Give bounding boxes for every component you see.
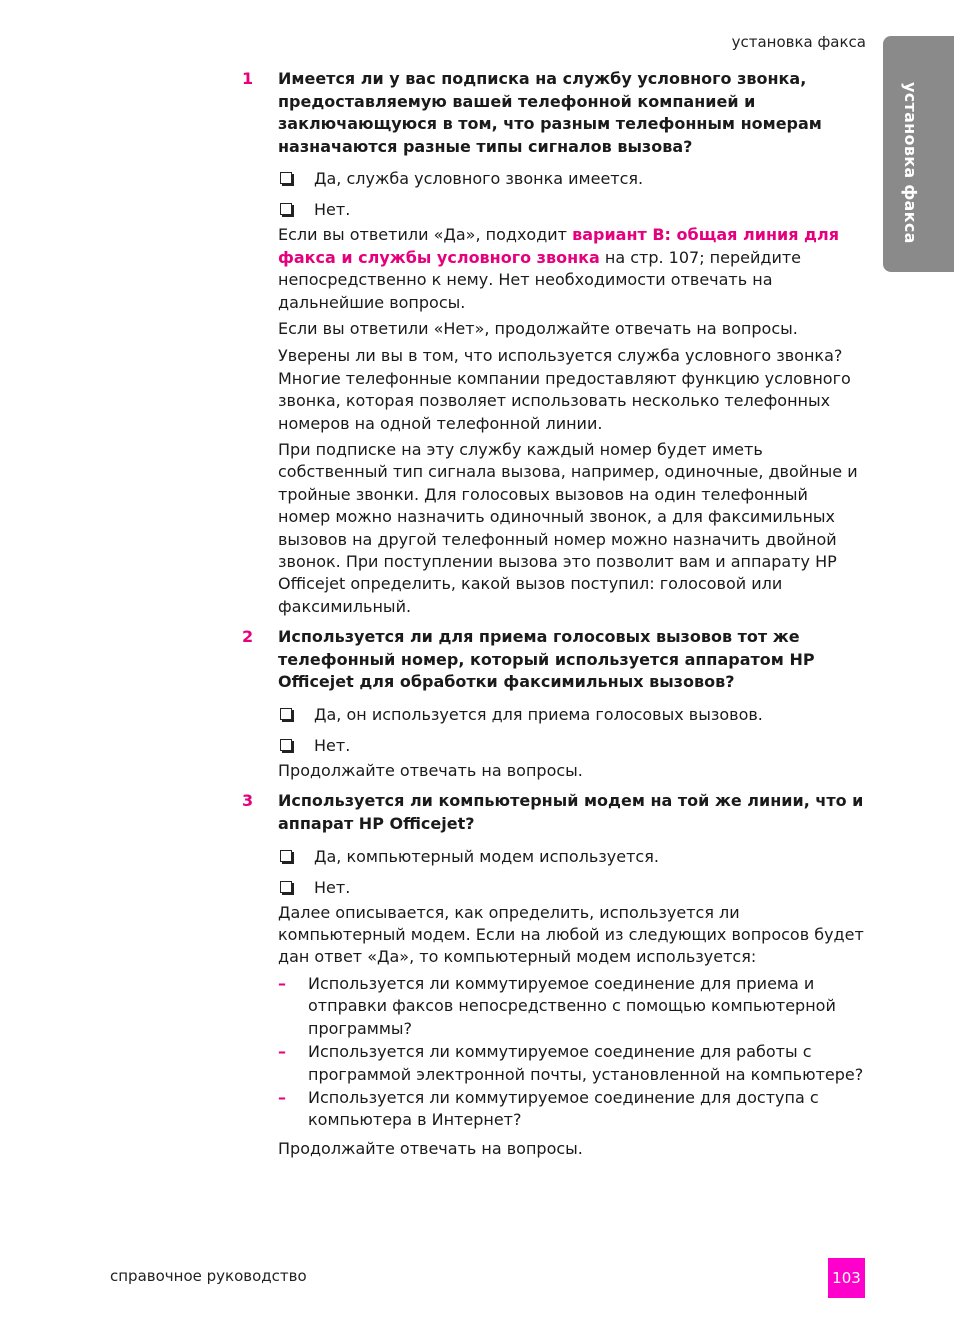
question-text: Используется ли для приема голосовых вызовов тот же телефонный номер, который используется аппаратом HP Officejet для обработки факсимильных вызовов? xyxy=(278,627,815,692)
option-no[interactable] xyxy=(240,877,865,899)
option-label: Нет. xyxy=(314,200,351,220)
list-item-text: Используется ли коммутируемое соединение для работы с программой электронной почты, установленной на компьютере? xyxy=(308,1042,864,1084)
paragraph: Продолжайте отвечать на вопросы. xyxy=(278,761,583,781)
paragraph: При подписке на эту службу каждый номер будет иметь собственный тип сигнала вызова, например, одиночные, двойные и тройные звонки. Для голосовых вызовов на один телефонный номер можно назначить одиночный звонок, а для факсимильных вызовов на другой телефонный номер можно назначить двойной звонок. При поступлении вызова это позволит вам и аппарату HP Officejet определить, какой вызов поступил: голосовой или факсимильный. xyxy=(278,440,858,616)
question-number: 2 xyxy=(242,627,254,647)
cross-reference-link[interactable]: вариант B: общая линия для факса и службы условного звонка xyxy=(278,225,839,267)
list-item-text: Используется ли коммутируемое соединение для приема и отправки факсов непосредственно с помощью компьютерной программы? xyxy=(308,973,836,1038)
list-item xyxy=(240,1041,865,1086)
question-number: 1 xyxy=(242,69,254,88)
option-yes[interactable] xyxy=(240,168,865,190)
question-text: Используется ли компьютерный модем на той же линии, что и аппарат HP Officejet? xyxy=(278,791,864,834)
list-item-text: Используется ли коммутируемое соединение для доступа с компьютера в Интернет? xyxy=(308,1087,819,1130)
option-label: Нет. xyxy=(314,877,351,897)
dash-bullet-icon: – xyxy=(278,973,286,993)
option-yes[interactable] xyxy=(240,846,865,868)
page-number: 103 xyxy=(828,1258,865,1298)
option-label: Да, компьютерный модем используется. xyxy=(314,846,659,866)
checkbox-icon[interactable] xyxy=(280,172,292,184)
checkbox-icon[interactable] xyxy=(280,881,292,893)
dash-bullet-icon: – xyxy=(278,1042,286,1062)
main-content xyxy=(240,68,865,1164)
checkbox-icon[interactable] xyxy=(280,850,292,862)
checkbox-icon[interactable] xyxy=(280,739,292,751)
text: на стр. 107; перейдите непосредственно к нему. Нет необходимости отвечать на дальнейшие вопросы. xyxy=(278,247,802,312)
paragraph: Продолжайте отвечать на вопросы. xyxy=(278,1138,583,1158)
section-side-tab xyxy=(883,36,954,272)
running-header: установка факса xyxy=(731,33,866,51)
option-label: Нет. xyxy=(314,736,351,756)
checkbox-icon[interactable] xyxy=(280,708,292,720)
list-item xyxy=(240,1087,865,1132)
paragraph: Далее описывается, как определить, используется ли компьютерный модем. Если на любой из следующих вопросов будет дан ответ «Да», то компьютерный модем используется: xyxy=(278,902,864,967)
question-number: 3 xyxy=(242,791,254,811)
option-label: Да, служба условного звонка имеется. xyxy=(314,169,644,189)
footer-title: справочное руководство xyxy=(110,1267,307,1285)
option-no[interactable] xyxy=(240,735,865,757)
question-2 xyxy=(240,626,865,694)
text: Если вы ответили «Да», подходит xyxy=(278,225,573,245)
question-1 xyxy=(240,68,865,158)
option-yes[interactable] xyxy=(240,704,865,726)
list-item xyxy=(240,973,865,1040)
question-text: Имеется ли у вас подписка на службу условного звонка, предоставляемую вашей телефонной компанией и заключающуюся в том, что разным телефонным номерам назначаются разные типы сигналов вызова? xyxy=(278,69,822,156)
paragraph xyxy=(240,224,865,314)
option-no[interactable] xyxy=(240,199,865,221)
checkbox-icon[interactable] xyxy=(280,203,292,215)
option-label: Да, он используется для приема голосовых вызовов. xyxy=(314,705,763,725)
question-3 xyxy=(240,790,865,835)
paragraph: Уверены ли вы в том, что используется служба условного звонка? Многие телефонные компании предоставляют функцию условного звонка, которая позволяет использовать несколько телефонных номеров на одной телефонной линии. xyxy=(278,346,851,433)
paragraph: Если вы ответили «Нет», продолжайте отвечать на вопросы. xyxy=(278,319,798,338)
dash-bullet-icon: – xyxy=(278,1087,286,1107)
side-tab-label: установка факса xyxy=(901,82,920,244)
